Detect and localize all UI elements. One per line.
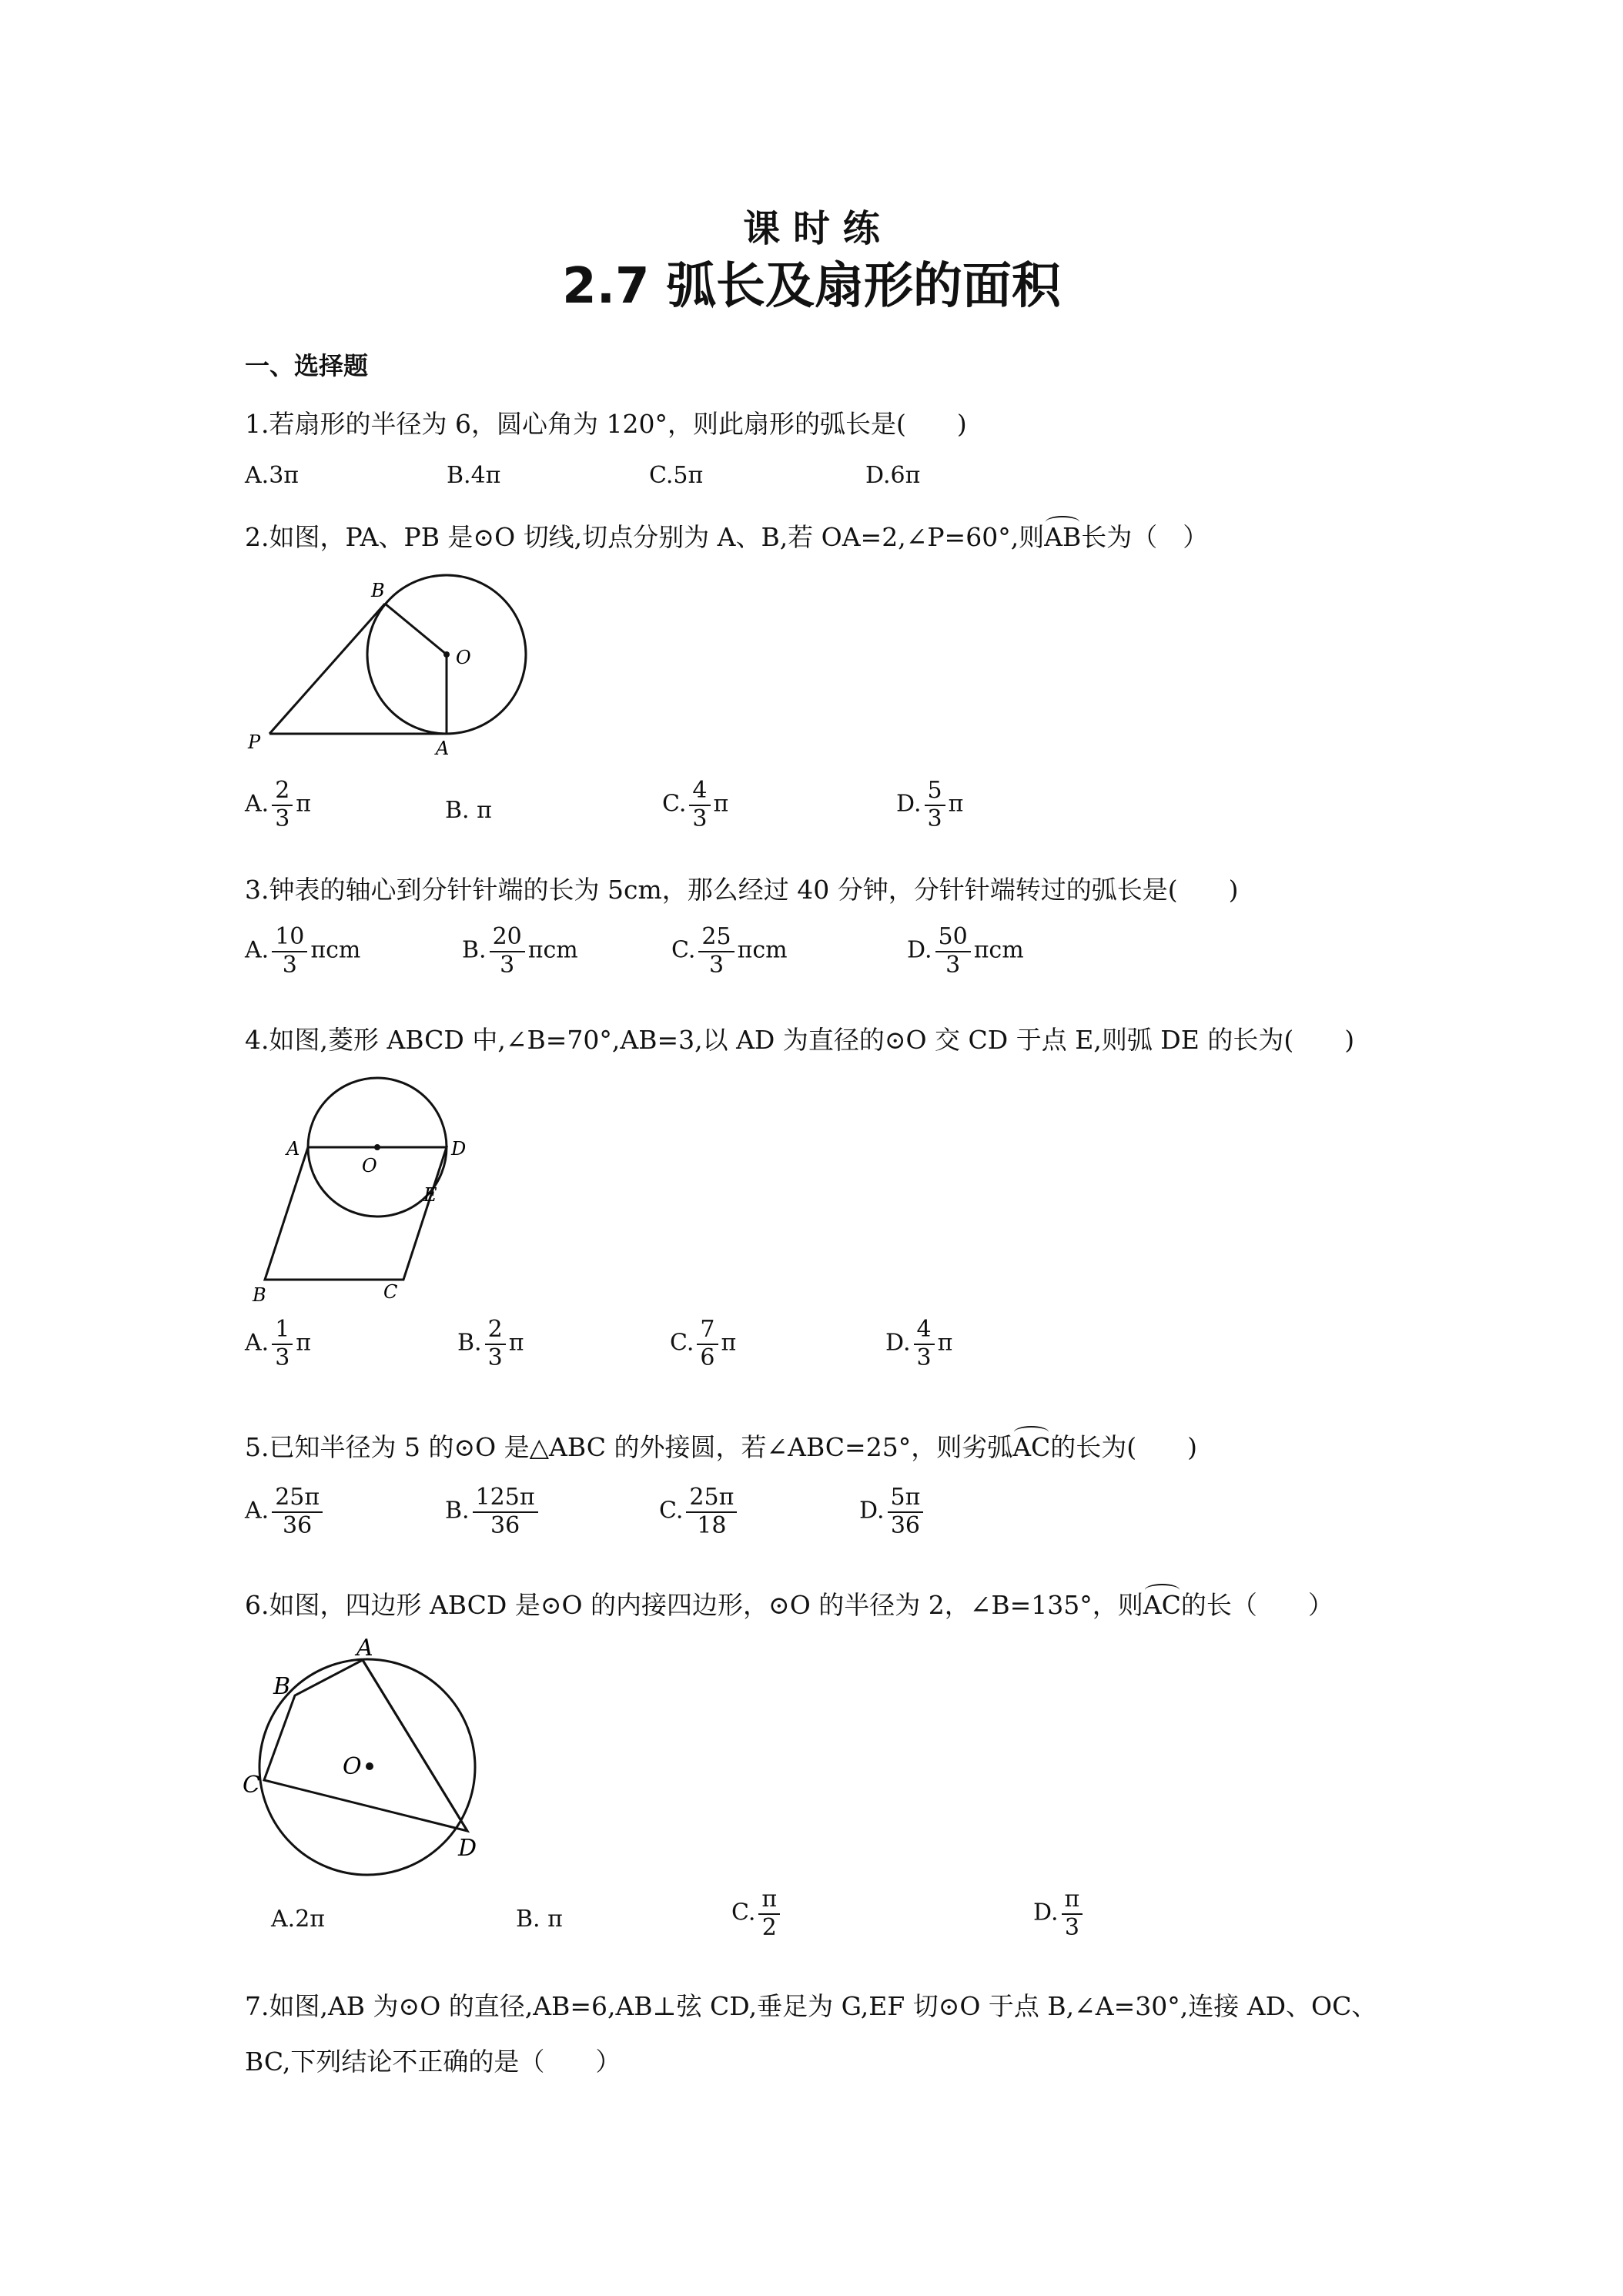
- question-2-text: [245, 514, 1208, 554]
- q4-label-d: D: [451, 1138, 467, 1160]
- q6-center-dot: [366, 1762, 373, 1770]
- fraction: $\frac{25}{3}$: [698, 924, 734, 979]
- q4-label-c: C: [383, 1281, 398, 1301]
- question-6-text: [245, 1582, 1334, 1622]
- q6-line-ad: [363, 1660, 467, 1831]
- q2-label-o: O: [456, 647, 471, 668]
- q4-label-a: A: [286, 1138, 300, 1160]
- question-3-text: 3.钟表的轴心到分针针端的长为 5cm，那么经过 40 分钟，分针针端转过的弧长是( ): [245, 875, 1239, 905]
- fraction: $\frac{4}{3}$: [689, 778, 710, 832]
- q5-text-pre: 5.已知半径为 5 的⊙O 是△ABC 的外接圆，若∠ABC=25°，则劣弧: [245, 1432, 1013, 1462]
- q6-option-b: B. π: [516, 1906, 563, 1933]
- q4-center-dot: [374, 1144, 380, 1150]
- q1-option-b: B.4π: [447, 462, 501, 489]
- fraction: $\frac{7}{6}$: [697, 1317, 718, 1371]
- q1-option-a: A.3π: [245, 462, 300, 489]
- fraction: $\frac{5\pi}{36}$: [888, 1484, 924, 1539]
- q5-arc-label: AC: [1012, 1424, 1050, 1462]
- q2-option-a: A. $\frac{2}{3}$ π: [245, 777, 312, 832]
- q2-arc-label: AB: [1044, 514, 1081, 552]
- q2-figure: [239, 570, 547, 762]
- q5-option-a: A. $\frac{25\pi}{36}$: [245, 1484, 326, 1539]
- q2-label-b: B: [371, 580, 385, 601]
- q5-option-b: B. $\frac{125\pi}{36}$: [445, 1484, 541, 1539]
- fraction: $\frac{4}{3}$: [914, 1317, 935, 1371]
- q3-option-b: B. $\frac{20}{3}$ πcm: [462, 923, 578, 979]
- section-title: 一、选择题: [245, 351, 369, 380]
- q2-label-p: P: [248, 731, 261, 753]
- q4-label-b: B: [253, 1284, 266, 1301]
- fraction: $\frac{25\pi}{36}$: [272, 1484, 323, 1539]
- fraction: $\frac{10}{3}$: [272, 924, 307, 979]
- q4-option-c: C. $\frac{7}{6}$ π: [670, 1316, 737, 1371]
- q2-center-dot: [443, 651, 450, 658]
- q6-label-c: C: [243, 1772, 260, 1799]
- fraction: $\frac{\pi}{3}$: [1062, 1886, 1083, 1941]
- q6-label-o: O: [343, 1753, 362, 1780]
- page-title: 课 时 练: [743, 207, 880, 250]
- question-5-text: [245, 1424, 1197, 1464]
- q6-figure: [235, 1632, 497, 1879]
- q4-label-e: E: [423, 1184, 437, 1206]
- q4-label-o: O: [362, 1155, 377, 1176]
- q2-line-ob: [385, 604, 447, 654]
- q4-option-d: D. $\frac{4}{3}$ π: [885, 1316, 953, 1371]
- fraction: $\frac{2}{3}$: [485, 1317, 506, 1371]
- q6-text-post: 的长（ ）: [1180, 1590, 1334, 1620]
- fraction: $\frac{1}{3}$: [272, 1317, 293, 1371]
- q6-label-b: B: [273, 1673, 291, 1700]
- q6-option-d: D. $\frac{\pi}{3}$: [1033, 1886, 1086, 1941]
- q1-option-d: D.6π: [865, 462, 921, 489]
- q2-option-d: D. $\frac{5}{3}$ π: [896, 777, 964, 832]
- fraction: $\frac{5}{3}$: [925, 778, 945, 832]
- q6-label-a: A: [356, 1635, 373, 1662]
- q2-text-pre: 2.如图，PA、PB 是⊙O 切线,切点分别为 A、B,若 OA=2,∠P=60°,则: [245, 522, 1045, 552]
- page-subtitle: 2.7 弧长及扇形的面积: [562, 258, 1061, 315]
- q6-option-c: C. $\frac{\pi}{2}$: [731, 1886, 783, 1941]
- q3-option-c: C. $\frac{25}{3}$ πcm: [671, 923, 788, 979]
- q6-label-d: D: [458, 1835, 477, 1862]
- question-7-line-2: BC,下列结论不正确的是（ ）: [245, 2047, 621, 2077]
- q4-figure: [239, 1070, 485, 1301]
- q2-option-c: C. $\frac{4}{3}$ π: [662, 777, 729, 832]
- q1-option-c: C.5π: [649, 462, 704, 489]
- fraction: $\frac{20}{3}$: [490, 924, 525, 979]
- q6-text-pre: 6.如图，四边形 ABCD 是⊙O 的内接四边形，⊙O 的半径为 2，∠B=135°，则: [245, 1590, 1143, 1620]
- question-7-line-1: 7.如图,AB 为⊙O 的直径,AB=6,AB⊥弦 CD,垂足为 G,EF 切⊙O 于点 B,∠A=30°,连接 AD、OC、: [245, 1991, 1377, 2021]
- q4-option-b: B. $\frac{2}{3}$ π: [457, 1316, 524, 1371]
- q6-arc-label: AC: [1143, 1582, 1181, 1620]
- fraction: $\frac{2}{3}$: [272, 778, 293, 832]
- q3-option-d: D. $\frac{50}{3}$ πcm: [907, 923, 1024, 979]
- fraction: $\frac{25\pi}{18}$: [686, 1484, 737, 1539]
- q5-text-post: 的长为( ): [1050, 1432, 1198, 1462]
- q4-option-a: A. $\frac{1}{3}$ π: [245, 1316, 312, 1371]
- question-1-text: 1.若扇形的半径为 6，圆心角为 120°，则此扇形的弧长是( ): [245, 409, 967, 439]
- q6-option-a: A.2π: [271, 1906, 326, 1933]
- q5-option-d: D. $\frac{5\pi}{36}$: [859, 1484, 926, 1539]
- q2-label-a: A: [436, 738, 450, 759]
- q2-option-b: B. π: [445, 797, 492, 824]
- q5-option-c: C. $\frac{25\pi}{18}$: [659, 1484, 740, 1539]
- fraction: $\frac{50}{3}$: [935, 924, 971, 979]
- q3-option-a: A. $\frac{10}{3}$ πcm: [245, 923, 361, 979]
- fraction: $\frac{\pi}{2}$: [758, 1886, 780, 1941]
- question-4-text: 4.如图,菱形 ABCD 中,∠B=70°,AB=3,以 AD 为直径的⊙O 交 CD 于点 E,则弧 DE 的长为( ): [245, 1025, 1355, 1055]
- fraction: $\frac{125\pi}{36}$: [473, 1484, 538, 1539]
- q2-text-post: 长为（ ）: [1081, 522, 1209, 552]
